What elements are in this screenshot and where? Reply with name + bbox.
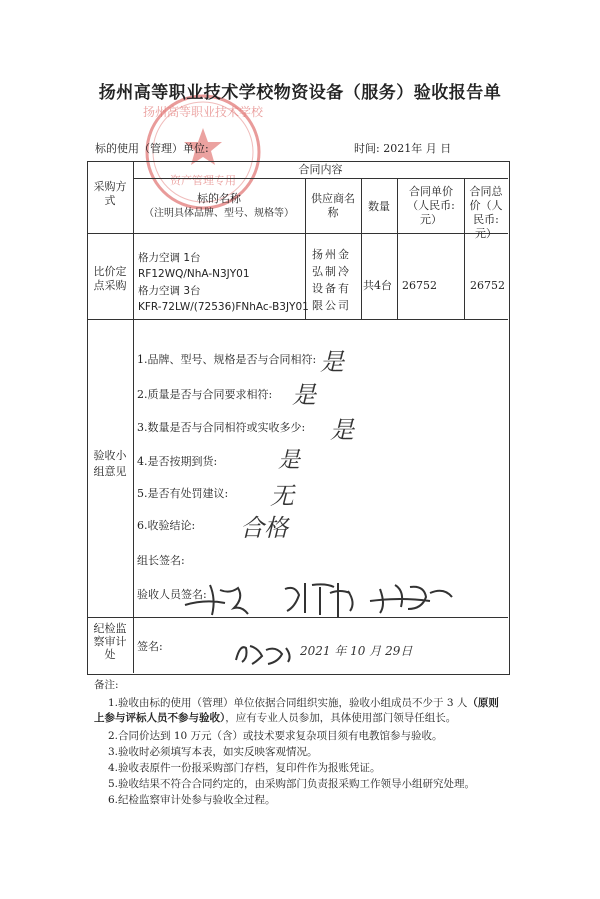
answer-conclusion: 合格 xyxy=(240,514,288,542)
page-title: 扬州高等职业技术学校物资设备（服务）验收报告单 xyxy=(98,83,502,103)
check-item-quality: 2.质量是否与合同要求相符: xyxy=(137,388,273,401)
leader-signature-label: 组长签名: xyxy=(137,554,185,567)
check-item-conclusion: 6.收验结论: xyxy=(137,519,196,532)
note-item-1: 1.验收由标的使用（管理）单位依据合同组织实施，验收小组成员不少于 3 人（原则上参与评标人员不参与验收），应有专业人员参加，具体使用部门领导任组长。 xyxy=(94,697,499,724)
item-line: 格力空调 3台 xyxy=(138,285,201,297)
supplier-header: 供应商名称 xyxy=(311,192,355,219)
time-label: 时间: 2021年 月 日 xyxy=(354,142,452,155)
item-note-header: （注明具体品牌、型号、规格等） xyxy=(144,208,294,219)
check-item-delivery: 4.是否按期到货: xyxy=(137,455,218,468)
notes-heading: 备注: xyxy=(94,679,119,691)
member-signature-label: 验收人员签名: xyxy=(137,588,207,601)
supervision-date: 2021 年 10 月 29日 xyxy=(300,644,413,658)
answer-penalty: 无 xyxy=(270,482,294,510)
note-item-4: 4.验收表原件一份报采购部门存档，复印件作为报账凭证。 xyxy=(108,762,381,774)
total-price-header: 合同总价（人民币:元） xyxy=(469,185,503,240)
unit-label: 标的使用（管理）单位: xyxy=(95,142,209,155)
unit-price-value: 26752 xyxy=(402,279,437,292)
svg-text:扬州高等职业技术学校: 扬州高等职业技术学校 xyxy=(142,105,264,119)
note-item-2: 2.合同价达到 10 万元（含）或技术要求复杂项目须有电教馆参与验收。 xyxy=(108,730,443,742)
note-item-5: 5.验收结果不符合合同约定的，由采购部门负责报采购工作领导小组研究处理。 xyxy=(108,778,476,790)
item-name-header: 标的名称 xyxy=(197,192,241,205)
check-item-penalty: 5.是否有处罚建议: xyxy=(137,487,229,500)
purchase-method-header: 采购方式 xyxy=(93,180,127,207)
answer-quality: 是 xyxy=(292,381,316,409)
item-line: RF12WQ/NhA-N3JY01 xyxy=(138,268,250,280)
item-line: 格力空调 1台 xyxy=(138,252,201,264)
check-item-quantity: 3.数量是否与合同相符或实收多少: xyxy=(137,421,306,434)
answer-delivery: 是 xyxy=(278,448,301,473)
answer-quantity: 是 xyxy=(330,416,354,444)
unit-price-header: 合同单价（人民币:元） xyxy=(407,185,455,226)
svg-text:资产管理专用: 资产管理专用 xyxy=(170,174,236,187)
item-line: KFR-72LW/(72536)FNhAc-B3JY01 xyxy=(138,301,309,313)
supplier-value: 扬州金弘制冷设备有限公司 xyxy=(312,248,351,312)
supervision-label: 纪检监察审计处 xyxy=(93,622,127,661)
quantity-value: 共4台 xyxy=(363,279,392,292)
note-item-3: 3.验收时必须填写本表，如实反映客观情况。 xyxy=(108,746,318,758)
contract-content-header: 合同内容 xyxy=(298,163,343,176)
acceptance-label: 验收小组意见 xyxy=(93,449,127,478)
answer-brand: 是 xyxy=(320,348,344,376)
purchase-method-value: 比价定点采购 xyxy=(93,265,127,292)
quantity-header: 数量 xyxy=(368,200,390,213)
supervision-sign-label: 签名: xyxy=(137,640,163,653)
note-item-6: 6.纪检监察审计处参与验收全过程。 xyxy=(108,794,276,806)
check-item-brand: 1.品牌、型号、规格是否与合同相符: xyxy=(137,353,317,366)
supervision-signature xyxy=(230,638,300,668)
member-signatures xyxy=(180,575,470,620)
total-price-value: 26752 xyxy=(470,279,505,292)
